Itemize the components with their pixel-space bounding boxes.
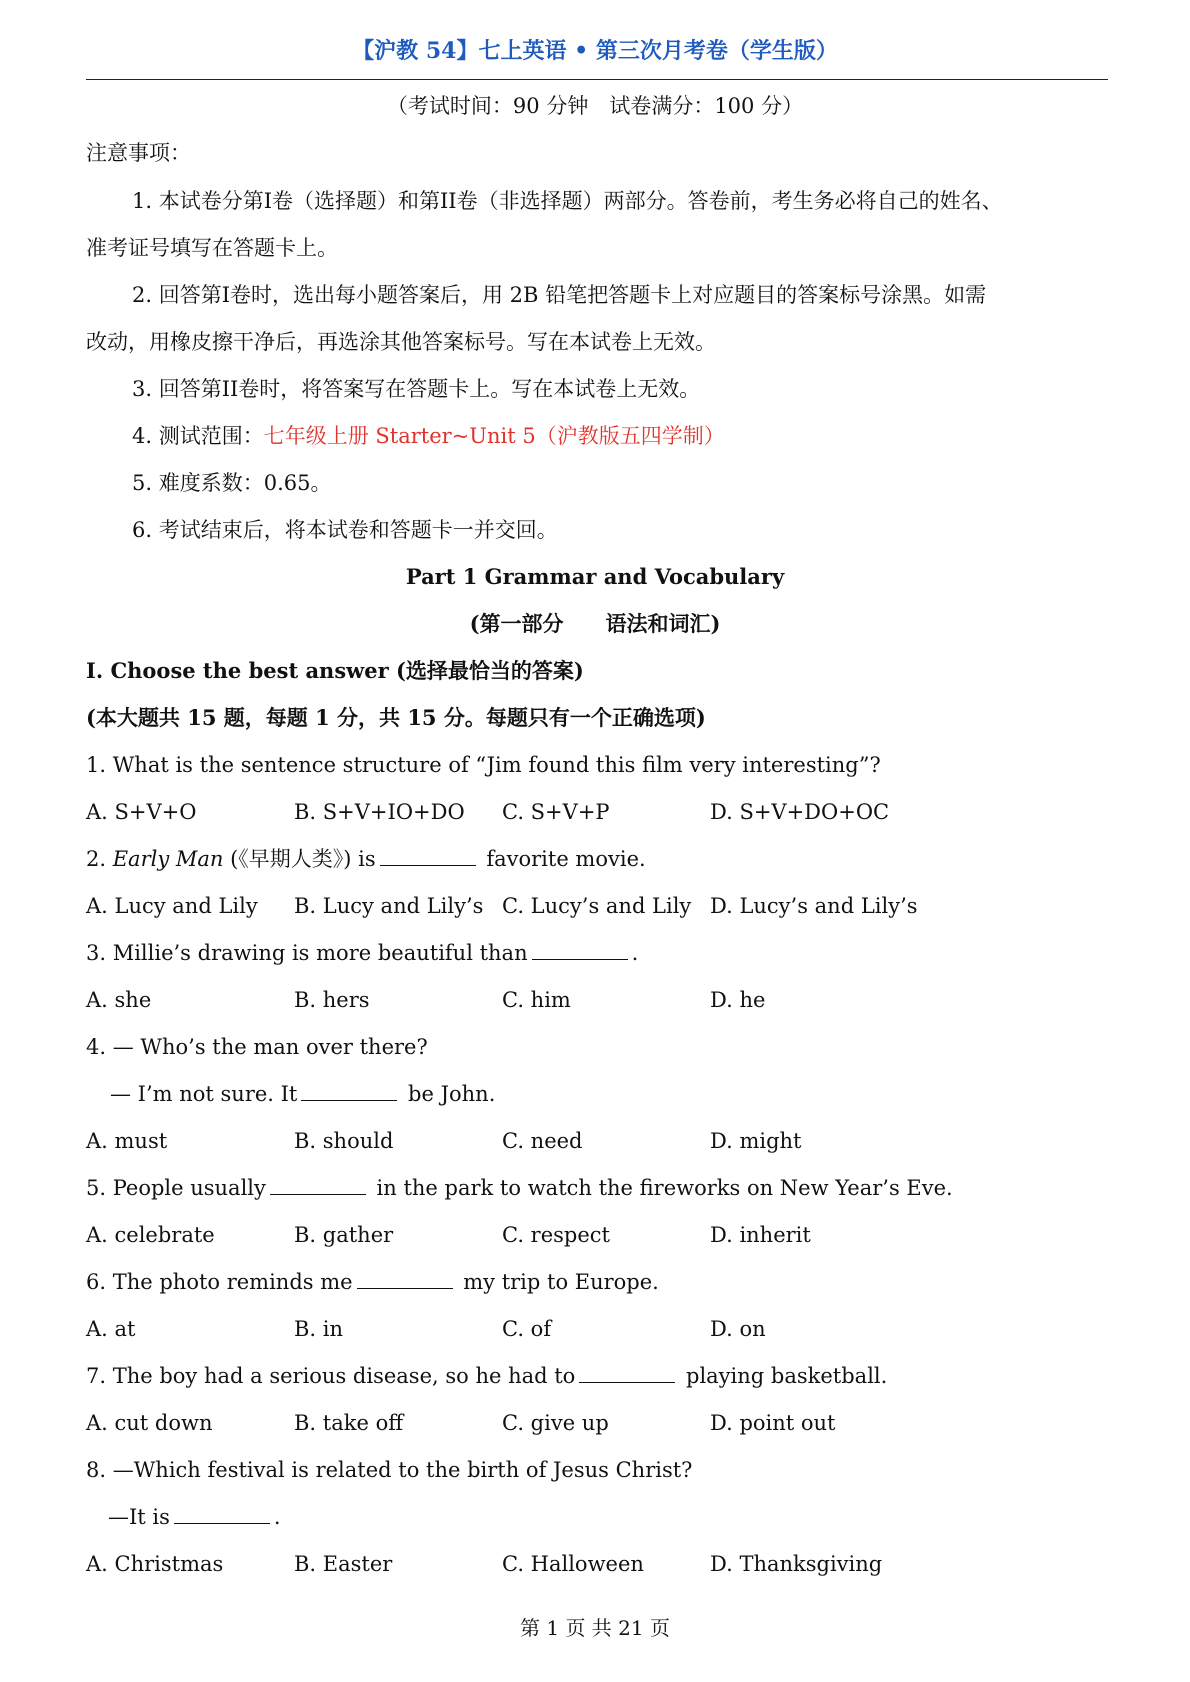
q2-film-title: Early Man — [112, 847, 224, 871]
q4-blank — [301, 1080, 397, 1101]
q7-text-post: playing basketball. — [679, 1364, 888, 1388]
note-2-line-2: 改动，用橡皮擦干净后，再选涂其他答案标号。写在本试卷上无效。 — [86, 330, 716, 354]
q6-text-pre: 6. The photo reminds me — [86, 1270, 353, 1294]
q5-text-pre: 5. People usually — [86, 1176, 266, 1200]
q2-text-mid: (《早期人类》) is — [223, 847, 376, 871]
test-scope: 七年级上册 Starter~Unit 5（沪教版五四学制） — [263, 424, 725, 448]
q7-blank — [579, 1362, 675, 1383]
note-1-line-1: 1. 本试卷分第I卷（选择题）和第II卷（非选择题）两部分。答卷前，考生务必将自己的姓名、 — [132, 189, 1003, 213]
q2-blank — [380, 845, 476, 866]
q7-option-a: A. cut down — [86, 1411, 213, 1435]
q2-text-post: favorite movie. — [479, 847, 646, 871]
q8-blank — [174, 1503, 270, 1524]
q8-option-d: D. Thanksgiving — [710, 1552, 883, 1576]
q6-text-post: my trip to Europe. — [456, 1270, 659, 1294]
question-5 — [86, 1174, 953, 1202]
section-title: I. Choose the best answer (选择最恰当的答案) — [86, 658, 584, 683]
question-4-reply — [110, 1080, 495, 1108]
q3-option-d: D. he — [710, 988, 766, 1012]
q4-text-pre: — I’m not sure. It — [110, 1082, 298, 1106]
question-4: 4. — Who’s the man over there? — [86, 1035, 428, 1059]
q3-option-a: A. she — [86, 988, 152, 1012]
q5-option-a: A. celebrate — [86, 1223, 215, 1247]
q5-blank — [270, 1174, 366, 1195]
q8-text-post: . — [273, 1505, 281, 1529]
part-title-en: Part 1 Grammar and Vocabulary — [405, 564, 785, 589]
note-4-label: 4. 测试范围： — [132, 424, 264, 448]
note-4 — [132, 422, 725, 450]
question-8: 8. —Which festival is related to the birth of Jesus Christ? — [86, 1458, 693, 1482]
question-1: 1. What is the sentence structure of “Jim found this film very interesting”? — [86, 753, 881, 777]
q6-option-b: B. in — [294, 1317, 344, 1341]
q4-text-post: be John. — [401, 1082, 496, 1106]
q8-option-a: A. Christmas — [86, 1552, 224, 1576]
q8-option-c: C. Halloween — [502, 1552, 644, 1576]
note-3: 3. 回答第II卷时，将答案写在答题卡上。写在本试卷上无效。 — [132, 377, 701, 401]
question-3 — [86, 939, 638, 967]
note-1-line-2: 准考证号填写在答题卡上。 — [86, 236, 338, 260]
q4-option-a: A. must — [86, 1129, 168, 1153]
q5-option-c: C. respect — [502, 1223, 610, 1247]
page-footer: 第 1 页 共 21 页 — [520, 1616, 670, 1640]
note-2-line-1: 2. 回答第I卷时，选出每小题答案后，用 2B 铅笔把答题卡上对应题目的答案标号涂黑。如需 — [132, 283, 987, 307]
question-7 — [86, 1362, 887, 1390]
part-title-cn: (第一部分 语法和词汇) — [469, 611, 721, 636]
q3-text-post: . — [631, 941, 639, 965]
q5-option-b: B. gather — [294, 1223, 394, 1247]
note-6: 6. 考试结束后，将本试卷和答题卡一并交回。 — [132, 518, 558, 542]
q2-number: 2. — [86, 847, 113, 871]
q5-option-d: D. inherit — [710, 1223, 811, 1247]
q3-blank — [532, 939, 628, 960]
question-8-reply — [108, 1503, 281, 1531]
q7-option-d: D. point out — [710, 1411, 836, 1435]
q7-text-pre: 7. The boy had a serious disease, so he had to — [86, 1364, 576, 1388]
q3-text-pre: 3. Millie’s drawing is more beautiful than — [86, 941, 528, 965]
q3-option-c: C. him — [502, 988, 571, 1012]
q1-option-d: D. S+V+DO+OC — [710, 800, 890, 824]
q7-option-b: B. take off — [294, 1411, 404, 1435]
q1-option-c: C. S+V+P — [502, 800, 610, 824]
q3-option-b: B. hers — [294, 988, 370, 1012]
q2-option-a: A. Lucy and Lily — [86, 894, 258, 918]
section-note: (本大题共 15 题，每题 1 分，共 15 分。每题只有一个正确选项) — [86, 705, 706, 730]
q4-option-b: B. should — [294, 1129, 394, 1153]
header-divider — [86, 79, 1108, 80]
q7-option-c: C. give up — [502, 1411, 609, 1435]
q8-option-b: B. Easter — [294, 1552, 393, 1576]
exam-info: （考试时间：90 分钟 试卷满分：100 分） — [386, 94, 804, 118]
q4-option-c: C. need — [502, 1129, 583, 1153]
q6-blank — [357, 1268, 453, 1289]
q5-text-post: in the park to watch the fireworks on New Year’s Eve. — [369, 1176, 953, 1200]
notes-heading: 注意事项： — [86, 141, 191, 165]
q6-option-a: A. at — [86, 1317, 136, 1341]
q6-option-c: C. of — [502, 1317, 552, 1341]
q1-option-b: B. S+V+IO+DO — [294, 800, 465, 824]
question-2 — [86, 845, 646, 873]
q2-option-c: C. Lucy’s and Lily — [502, 894, 692, 918]
q2-option-b: B. Lucy and Lily’s — [294, 894, 484, 918]
q1-option-a: A. S+V+O — [86, 800, 197, 824]
note-5: 5. 难度系数：0.65。 — [132, 471, 332, 495]
q6-option-d: D. on — [710, 1317, 766, 1341]
q4-option-d: D. might — [710, 1129, 802, 1153]
q8-text-pre: —It is — [108, 1505, 170, 1529]
header-title: 【沪教 54】七上英语 • 第三次月考卷（学生版） — [352, 38, 838, 64]
q2-option-d: D. Lucy’s and Lily’s — [710, 894, 918, 918]
question-6 — [86, 1268, 659, 1296]
